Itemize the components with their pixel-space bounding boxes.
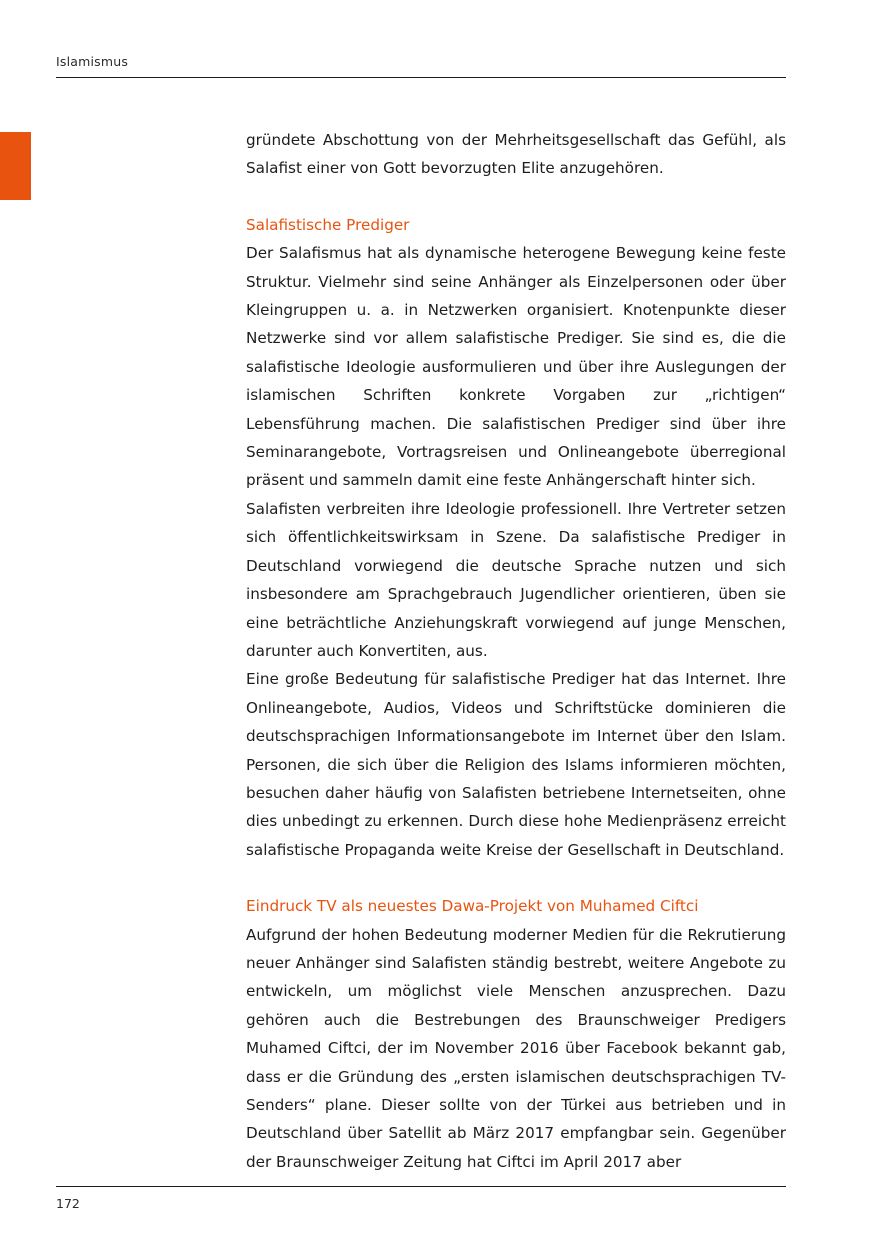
section-1-paragraph-3: Eine große Bedeutung für salafistische Prediger hat das Internet. Ihre Onlineangebote, Audios, Videos und Schriftstücke dominieren die deutschsprachigen Informationsangebote im Internet über den Islam. Personen, die sich über die Religion des Islams informieren möchten, besuchen daher häufig von Salafisten betriebene Internetseiten, ohne dies unbedingt zu erkennen. Durch diese hohe Medienpräsenz erreicht salafistische Propaganda weite Kreise der Gesellschaft in Deutschland. — [246, 670, 786, 859]
header-divider — [56, 77, 786, 78]
page-footer — [56, 1186, 786, 1211]
text-column — [246, 126, 786, 1176]
section-2-paragraph-1: Aufgrund der hohen Bedeutung moderner Medien für die Rekrutierung neuer Anhänger sind Salafisten ständig bestrebt, weitere Angebote zu entwickeln, um möglichst viele Menschen anzusprechen. Dazu gehören auch die Bestrebungen des Braunschweiger Predigers Muhamed Ciftci, der im November 2016 über Facebook bekannt gab, dass er die Gründung des „ersten islamischen deutschsprachigen TV-Senders“ plane. Dieser sollte von der Türkei aus betrieben und in Deutschland über Satellit ab März 2017 empfangbar sein. Gegenüber der Braunschweiger Zeitung hat Ciftci im April 2017 aber — [246, 925, 786, 1171]
section-1-paragraph-2: Salafisten verbreiten ihre Ideologie professionell. Ihre Vertreter setzen sich öffentlichkeitswirksam in Szene. Da salafistische Prediger in Deutschland vorwiegend die deutsche Sprache nutzen und sich insbesondere am Sprachgebrauch Jugendlicher orientieren, üben sie eine beträchtliche Anziehungskraft vorwiegend auf junge Menschen, darunter auch Konvertiten, aus. — [246, 499, 786, 660]
continuation-paragraph: gründete Abschottung von der Mehrheitsgesellschaft das Gefühl, als Salafist einer von Gott bevorzugten Elite anzugehören. — [246, 131, 786, 178]
page-header — [56, 54, 786, 78]
running-title: Islamismus — [56, 54, 129, 69]
spacer — [246, 183, 786, 211]
section-1-paragraph-1: Der Salafismus hat als dynamische heterogene Bewegung keine feste Struktur. Vielmehr sind seine Anhänger als Einzelpersonen oder über Kleingruppen u. a. in Netzwerken organisiert. Knotenpunkte dieser Netzwerke sind vor allem salafistische Prediger. Sie sind es, die die salafistische Ideologie ausformulieren und über ihre Auslegungen der islamischen Schriften konkrete Vorgaben zur „richtigen“ Lebensführung machen. Die salafistischen Prediger sind über ihre Seminarangebote, Vortragsreisen und Onlineangebote überregional präsent und sammeln damit eine feste Anhängerschaft hinter sich. — [246, 244, 786, 490]
spacer — [246, 864, 786, 892]
footer-divider — [56, 1186, 786, 1187]
chapter-edge-marker — [0, 132, 31, 200]
page-number: 172 — [56, 1196, 80, 1211]
section-heading-eindruck-tv: Eindruck TV als neuestes Dawa-Projekt von Muhamed Ciftci — [246, 897, 699, 916]
section-heading-salafistische-prediger: Salafistische Prediger — [246, 215, 410, 234]
